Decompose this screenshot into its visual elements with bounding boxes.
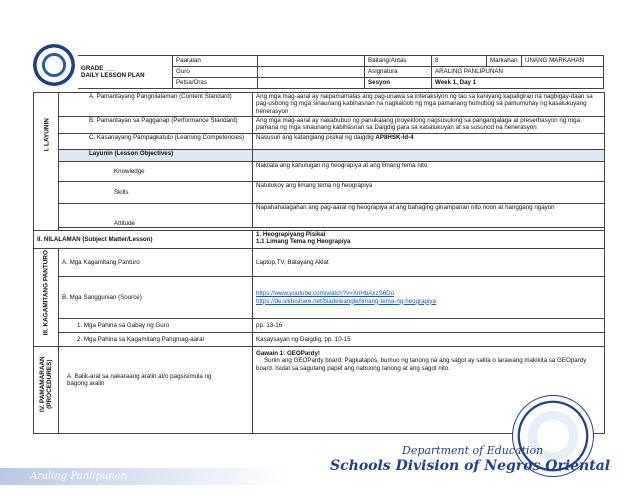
performance-standard-text: Ang mga mag-aaral ay nakabubuo ng panukalang proyektong nagsusulong sa pangangalaga at preserbasyon ng mga pamana ng mga sinaunang kabihasnan sa Daigdig para sa kasalukuyan at sa susunod na henerasyon (253, 117, 605, 134)
nilalaman-label: II. NILALAMAN (Subject Matter/Lesson) (34, 231, 253, 249)
footer-subject: Araling Panlipunan (30, 471, 128, 482)
asignatura-value: ARALING PANLIPUNAN (432, 67, 604, 78)
footer-division: Schools Division of Negros Oriental (330, 458, 611, 474)
petsa-label: Petsa/Oras (173, 78, 258, 89)
paaralan-value (258, 56, 365, 67)
nilalaman-titles (253, 231, 605, 249)
nilalaman-title-2: 1.1 Limang Tema ng Heograpiya (256, 238, 351, 246)
balik-aral-label: A. Balik-aral sa nakaraang aralin at/o pagsisimula ng bagong aralin (59, 347, 253, 434)
lesson-objectives-label: Layunin (Lesson Objectives) (59, 150, 253, 162)
baitang-label: Baitang/Antas (365, 56, 432, 67)
sanggunian-links (253, 277, 605, 319)
sanggunian-label: B. Mga Sanggunian (Source) (59, 277, 253, 319)
pamamaraan-section-label: IV. PAMAMARAAN (PROCEDURES) (38, 356, 53, 413)
lesson-plan-title: DAILY LESSON PLAN (81, 72, 145, 79)
baitang-value: 8 (432, 56, 487, 67)
gawain-title: Gawain 1: GEOPardy! (256, 350, 320, 357)
kagamitang-panturo-text: Laptop,TV, Batayang Aklat (253, 249, 605, 277)
knowledge-text: Nakilala ang kahulugan ng heograpiya at ang limang tema nito (253, 162, 605, 182)
learning-competencies-label: C. Kasanayang Pampagkatuto (Learning Competencies) (59, 134, 253, 150)
sesyon-value: Week 1, Day 1 (432, 78, 604, 89)
kagamitang-pangmag-aaral-label: 2. Mga Pahina sa Kagamitang Pangmag-aaral (59, 333, 253, 347)
sesyon-label: Sesyon (365, 78, 432, 89)
learning-competencies-text (253, 134, 605, 150)
guro-value (258, 67, 365, 78)
markahan-value: UNANG MARKAHAN (522, 56, 604, 67)
gabay-guro-pages: pp. 13-16 (253, 319, 605, 333)
petsa-value (258, 78, 365, 89)
nilalaman-title-1: 1. Heograpiyang Pisikal (256, 231, 326, 238)
performance-standard-label: B. Pamantayan sa Pagganap (Performance Standard) (59, 117, 253, 134)
skills-label: Skills (59, 182, 253, 204)
deped-seal-icon (33, 44, 75, 86)
markahan-label: Markahan (487, 56, 522, 67)
lesson-table (33, 92, 605, 434)
attitude-label: Attitude (59, 204, 253, 228)
gabay-guro-label: 1. Mga Pahina sa Gabay ng Guro (59, 319, 253, 333)
asignatura-label: Asignatura (365, 67, 432, 78)
competency-code: AP8HSK-Id-4 (375, 134, 414, 141)
slideshare-link[interactable]: https://de.slideshare.net/bladeleangle/limang-tema-ng-heograpiya (256, 297, 436, 305)
skills-text: Natutukoy ang limang tema ng heograpiya (253, 182, 605, 204)
header-table (78, 55, 604, 89)
content-standard-text: Ang mga mag-aaral ay naipamamalas ang pag-unawa sa interaksiyon ng tao sa kaniyang kapaligiran na nagbigay-daan sa pag-usbong ng mga sinaunang kabihasnan na nagkaloob ng mga pamanang humubog sa pamumuhay ng kasalukuyang henerasyon (253, 93, 605, 117)
kagamitang-panturo-label: A. Mga Kagamitang Panturo (59, 249, 253, 277)
gawain-text: Suriin ang GEOPardy board. Pagkatapos, bumuo ng tanong na ang sagot ay salita o larawang makikita sa GEOpardy board. Isulat sa sagutang papel ang nabuong tanong at ang sagot nito. (256, 357, 587, 372)
attitude-text: Napahahalagahan ang pag-aaral ng heograpiya at ang bahaging ginampanan nito noon at hanggang ngayon (253, 204, 605, 228)
youtube-link[interactable]: https://www.youtube.com/watch?v=XnHbAxzS6Do (256, 290, 395, 298)
layunin-section-label: I. LAYUNIN (43, 118, 51, 152)
kagamitang-pangmag-aaral-pages: Kasaysayan ng Daigdig, pp. 10-15 (253, 333, 605, 347)
pamamaraan-section-cell (34, 347, 59, 434)
guro-label: Guro (173, 67, 258, 78)
footer-department: Department of Education (402, 444, 544, 457)
competency-text: Nasusuri ang katangiang pisikal ng daigdig (256, 134, 374, 141)
lesson-objectives-blank (253, 150, 605, 162)
grade-label: GRADE ___ (81, 64, 116, 72)
content-standard-label: A. Pamantayang Pangnilalaman (Content Standard) (59, 93, 253, 117)
paaralan-label: Paaralan (173, 56, 258, 67)
knowledge-label: Knowledge (59, 162, 253, 182)
kagamitan-section-label: III. KAGAMITANG PANTURO (42, 250, 50, 336)
layunin-section-cell (34, 93, 59, 231)
kagamitan-section-cell (34, 249, 59, 347)
